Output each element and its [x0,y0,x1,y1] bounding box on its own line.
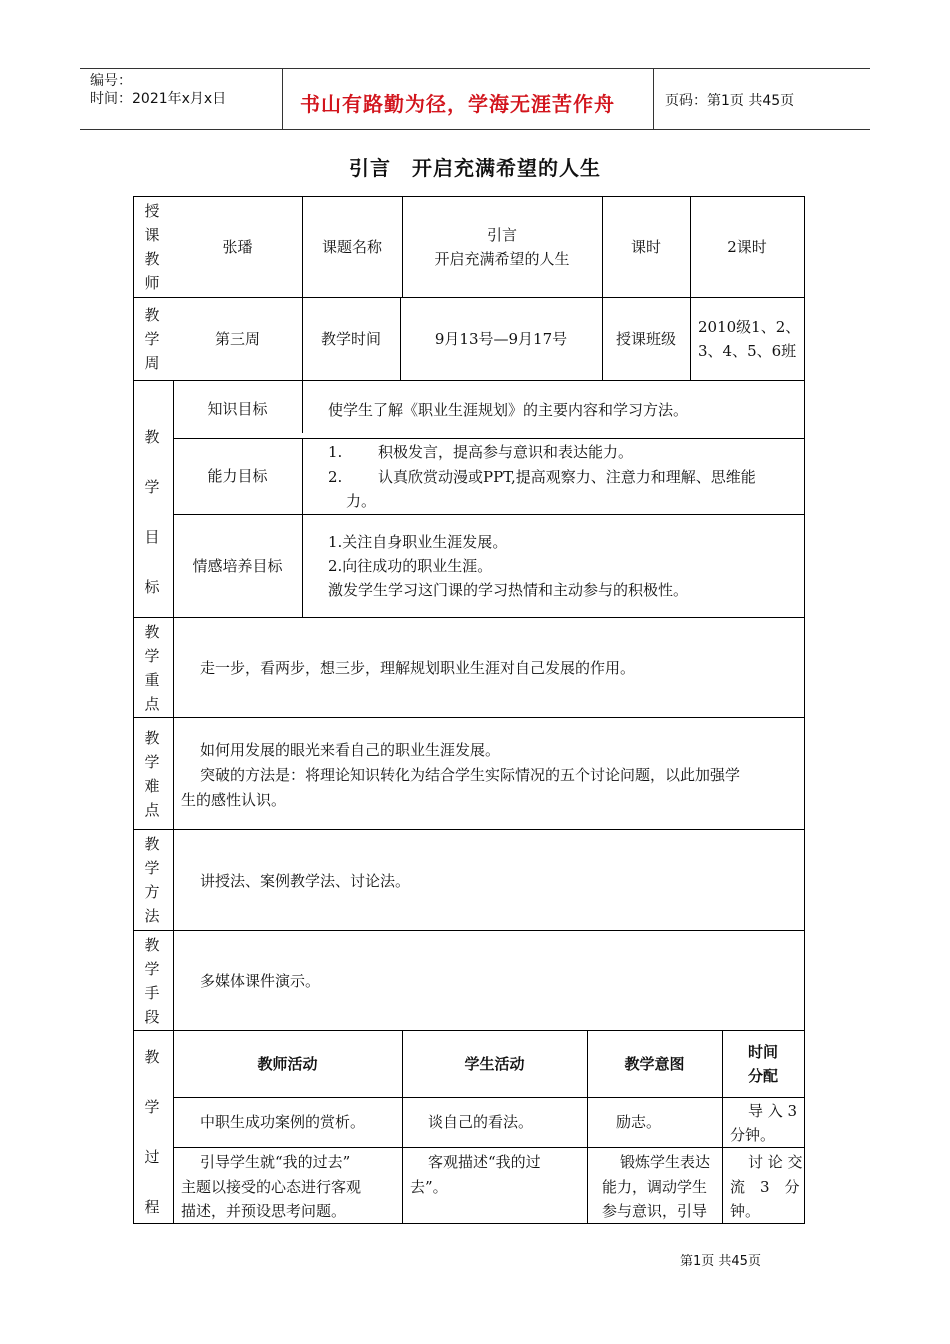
row1-teacher: 中职生成功案例的赏析。 [200,1113,366,1131]
ability-goal-2-cont: 力。 [346,492,377,510]
emotion-goal-1: 1.关注自身职业生涯发展。 [328,533,508,551]
row1-time: 导 入 3 [748,1102,798,1120]
page-footer: 第1页 共45页 [680,1254,761,1269]
col-intent: 教学意图 [624,1054,685,1073]
goals-label: 教 学 目 标 [144,428,160,596]
hours-label: 课时 [630,237,661,256]
class-value: 2010级1、2、 3、4、5、6班 [698,317,801,360]
method-text: 讲授法、案例教学法、讨论法。 [200,872,411,890]
row2-teacher-2: 主题以接受的心态进行客观 [181,1178,362,1196]
class-label: 授课班级 [615,329,676,348]
col-student-activity: 学生活动 [464,1054,525,1073]
document-date: 时间：2021年x月x日 [90,91,227,107]
row2-student-2: 去”。 [410,1178,448,1196]
focus-text: 走一步，看两步，想三步，理解规划职业生涯对自己发展的作用。 [200,659,636,677]
row2-time-2: 流 3 分 [730,1178,800,1196]
col-time: 时间 分配 [747,1042,778,1085]
ability-goal-1-num: 1. [328,443,343,461]
row2-teacher-1: 引导学生就“我的过去” [200,1153,351,1171]
page-title: 引言 开启充满希望的人生 [349,156,601,180]
ability-goal-label: 能力目标 [207,467,268,485]
row2-time-3: 钟。 [730,1202,761,1220]
teacher-label: 授 课 教 师 [144,202,160,292]
difficulty-line-3: 生的感性认识。 [181,791,287,809]
ability-goal-2: 认真欣赏动漫或PPT,提高观察力、注意力和理解、思维能 [378,468,756,486]
knowledge-goal-label: 知识目标 [207,400,268,418]
means-label: 教 学 手 段 [144,936,160,1026]
row1-intent: 励志。 [616,1113,662,1131]
emotion-goal-2: 2.向往成功的职业生涯。 [328,557,493,575]
emotion-goal-label: 情感培养目标 [192,556,283,575]
header-page-info: 页码：第1页 共45页 [665,93,795,109]
row1-time-cont: 分钟。 [730,1126,776,1144]
col-teacher-activity: 教师活动 [257,1054,318,1073]
emotion-goal-3: 激发学生学习这门课的学习热情和主动参与的积极性。 [328,581,689,599]
teacher-name: 张璠 [222,237,253,256]
row2-time-1: 讨 论 交 [748,1153,803,1171]
row2-teacher-3: 描述，并预设思考问题。 [181,1202,347,1220]
ability-goal-1: 积极发言，提高参与意识和表达能力。 [378,443,634,461]
ability-goal-2-num: 2. [328,468,343,486]
time-label: 教学时间 [320,329,381,348]
knowledge-goal: 使学生了解《职业生涯规划》的主要内容和学习方法。 [328,401,689,419]
difficulty-line-2: 突破的方法是：将理论知识转化为结合学生实际情况的五个讨论问题，以此加强学 [200,766,741,784]
time-value: 9月13号—9月17号 [434,329,568,348]
row2-student-1: 客观描述“我的过 [428,1153,541,1171]
topic-label: 课题名称 [321,237,382,256]
row1-student: 谈自己的看法。 [428,1113,534,1131]
row2-intent-1: 锻炼学生表达 [620,1153,711,1171]
hours-value: 2课时 [727,237,767,256]
row2-intent-2: 能力，调动学生 [602,1178,708,1196]
method-label: 教 学 方 法 [144,835,160,925]
difficulty-label: 教 学 难 点 [144,729,160,819]
process-label: 教 学 过 程 [144,1048,160,1216]
row2-intent-3: 参与意识，引导 [602,1202,708,1220]
means-text: 多媒体课件演示。 [200,972,321,990]
week-label: 教 学 周 [144,306,160,372]
week-value: 第三周 [214,329,260,348]
difficulty-line-1: 如何用发展的眼光来看自己的职业生涯发展。 [200,741,501,759]
focus-label: 教 学 重 点 [144,623,160,713]
document-number-label: 编号： [90,73,132,89]
topic-name: 引言 开启充满希望的人生 [434,225,570,268]
header-motto: 书山有路勤为径，学海无涯苦作舟 [300,92,615,116]
